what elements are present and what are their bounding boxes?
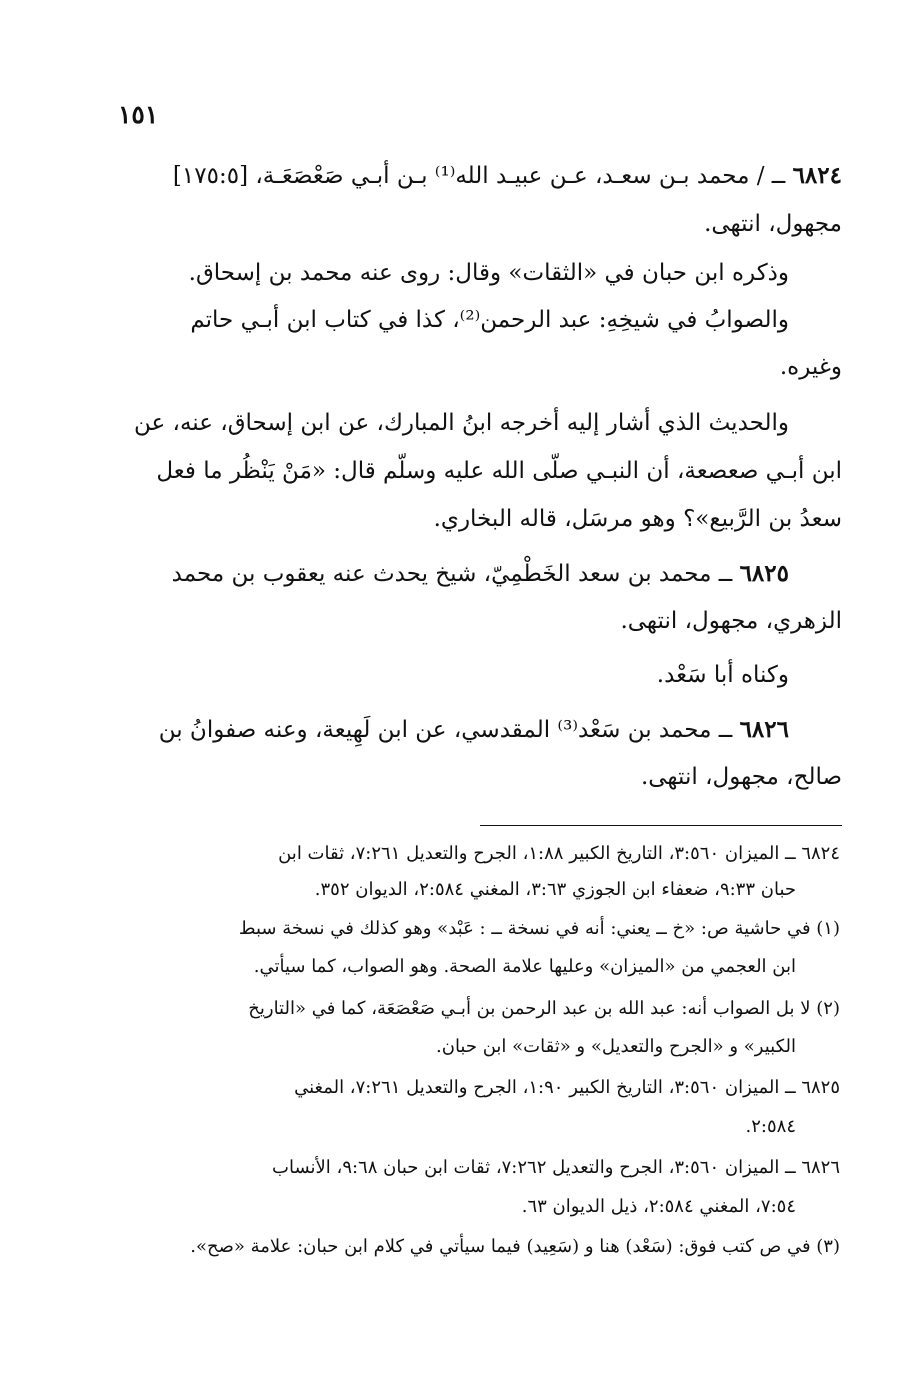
entry-6824-line-4: والصوابُ في شيخِهِ: عبد الرحمن⁽²⁾، كذا في كتاب ابن أبـي حاتم xyxy=(190,307,789,333)
entry-number: ٦٨٢٤ xyxy=(792,162,842,189)
entry-6825-line-2: الزهري، مجهول، انتهى. xyxy=(620,608,842,634)
entry-6825-line-1 xyxy=(172,560,789,587)
footnote-line: ٦٨٢٤ ــ الميزان ٣:٥٦٠، التاريخ الكبير ١:٨٨، الجرح والتعديل ٧:٢٦١، ثقات ابن xyxy=(278,843,840,864)
footnote-separator xyxy=(480,825,842,826)
entry-6824-line-7: ابن أبـي صعصعة، أن النبـي صلّى الله عليه وسلّم قال: «مَنْ يَنْظُر ما فعل xyxy=(156,458,842,484)
page-number: ١٥١ xyxy=(118,100,159,129)
footnote-line: (١) في حاشية ص: «خ ــ يعني: أنه في نسخة ــ : عَبْد» وهو كذلك في نسخة سبط xyxy=(238,918,840,939)
footnote-line: (٢) لا بل الصواب أنه: عبد الله بن عبد الرحمن بن أبـي صَعْصَعَة، كما في «التاريخ xyxy=(248,998,840,1019)
entry-6824-line-5: وغيره. xyxy=(779,354,842,380)
entry-6824-line-6: والحديث الذي أشار إليه أخرجه ابنُ المبارك، عن ابن إسحاق، عنه، عن xyxy=(134,410,789,436)
entry-text: ــ / محمد بـن سعـد، عـن عبيـد الله⁽¹⁾ بـن أبـي صَعْصَعَـة، [١٧٥:٥] xyxy=(172,163,786,189)
entry-6824-line-8: سعدُ بن الرَّبيع»؟ وهو مرسَل، قاله البخاري. xyxy=(433,506,842,532)
entry-number: ٦٨٢٦ xyxy=(739,716,789,743)
entry-number: ٦٨٢٥ xyxy=(739,560,789,587)
entry-6824-line-1 xyxy=(173,162,842,189)
entry-6824-line-3: وذكره ابن حبان في «الثقات» وقال: روى عنه محمد بن إسحاق. xyxy=(188,260,789,286)
footnote-line: ابن العجمي من «الميزان» وعليها علامة الصحة. وهو الصواب، كما سيأتي. xyxy=(253,956,796,977)
footnote-line: الكبير» و «الجرح والتعديل» و «ثقات» ابن حبان. xyxy=(436,1036,796,1057)
entry-6825-line-3: وكناه أبا سَعْد. xyxy=(656,662,789,688)
entry-text: ــ محمد بن سَعْد⁽³⁾ المقدسي، عن ابن لَهِيعة، وعنه صفوانُ بن xyxy=(158,717,733,743)
footnote-line: ٢:٥٨٤. xyxy=(745,1116,796,1137)
footnote-line: حبان ٩:٣٣، ضعفاء ابن الجوزي ٣:٦٣، المغني ٢:٥٨٤، الديوان ٣٥٢. xyxy=(314,879,796,900)
entry-6824-line-2: مجهول، انتهى. xyxy=(704,211,842,237)
footnote-line: ٧:٥٤، المغني ٢:٥٨٤، ذيل الديوان ٦٣. xyxy=(521,1196,796,1217)
footnote-line: ٦٨٢٥ ــ الميزان ٣:٥٦٠، التاريخ الكبير ١:٩٠، الجرح والتعديل ٧:٢٦١، المغني xyxy=(294,1077,840,1098)
entry-6826-line-1 xyxy=(159,716,789,743)
entry-text: ــ محمد بن سعد الخَطْمِيّ، شيخ يحدث عنه يعقوب بن محمد xyxy=(171,561,733,587)
footnote-line: (٣) في ص كتب فوق: (سَعْد) هنا و (سَعِيد) فيما سيأتي في كلام ابن حبان: علامة «صح». xyxy=(190,1236,840,1257)
entry-6826-line-2: صالح، مجهول، انتهى. xyxy=(640,764,842,790)
footnote-line: ٦٨٢٦ ــ الميزان ٣:٥٦٠، الجرح والتعديل ٧:٢٦٢، ثقات ابن حبان ٩:٦٨، الأنساب xyxy=(272,1157,840,1178)
